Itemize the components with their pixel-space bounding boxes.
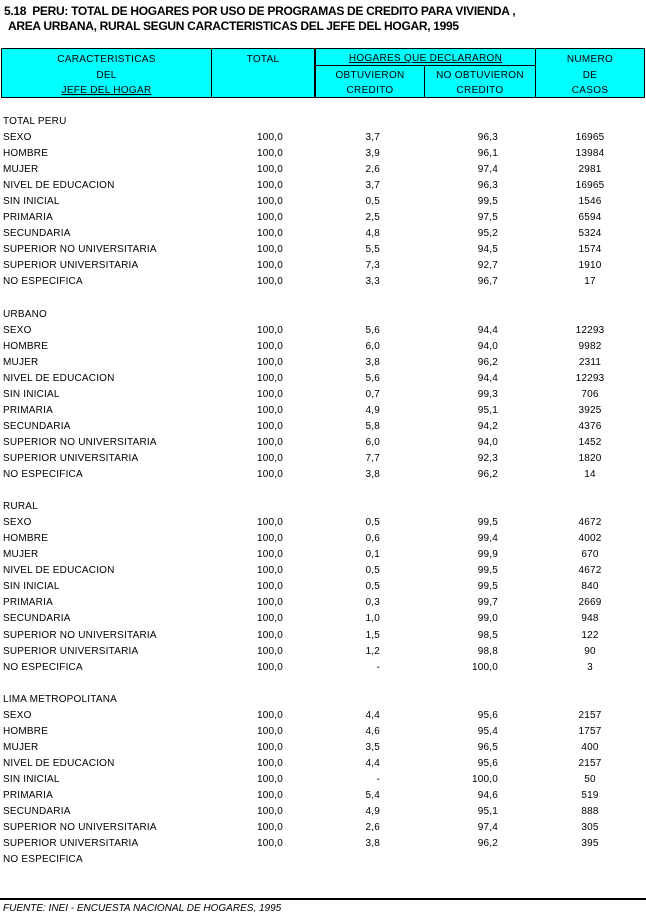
obtuvieron-value: 3,5 bbox=[365, 741, 380, 753]
no-obtuvieron-value: 100,0 bbox=[471, 661, 498, 673]
footer-rule bbox=[0, 898, 646, 900]
obtuvieron-value: 0,6 bbox=[365, 533, 380, 545]
casos-value: 4672 bbox=[578, 565, 602, 577]
row-label: SECUNDARIA bbox=[3, 228, 71, 240]
total-value: 100,0 bbox=[256, 757, 283, 769]
obtuvieron-value: 2,5 bbox=[365, 212, 380, 224]
casos-value: 13984 bbox=[575, 148, 605, 160]
row-label: SUPERIOR NO UNIVERSITARIA bbox=[3, 436, 157, 448]
obtuvieron-value: - bbox=[376, 773, 380, 785]
casos-value: 1574 bbox=[578, 244, 602, 256]
obtuvieron-value: 1,2 bbox=[365, 645, 380, 657]
casos-value: 17 bbox=[584, 276, 596, 288]
table-header bbox=[1, 48, 645, 98]
casos-value: 4376 bbox=[578, 420, 602, 432]
table-row bbox=[0, 708, 646, 724]
header-obtuvieron: OBTUVIERON bbox=[335, 70, 405, 81]
no-obtuvieron-value: 99,3 bbox=[477, 388, 498, 400]
total-value: 100,0 bbox=[256, 645, 283, 657]
obtuvieron-value: 5,4 bbox=[365, 789, 380, 801]
total-value: 100,0 bbox=[256, 420, 283, 432]
row-label: SECUNDARIA bbox=[3, 613, 71, 625]
obtuvieron-value: 1,5 bbox=[365, 629, 380, 641]
row-label: SUPERIOR UNIVERSITARIA bbox=[3, 645, 139, 657]
table-row bbox=[0, 531, 646, 547]
table-row bbox=[0, 210, 646, 226]
row-label: NIVEL DE EDUCACION bbox=[3, 180, 115, 192]
obtuvieron-value: 4,4 bbox=[365, 757, 380, 769]
row-label: NO ESPECIFICA bbox=[3, 469, 83, 481]
table-row bbox=[0, 836, 646, 852]
obtuvieron-value: 0,3 bbox=[365, 597, 380, 609]
section-spacer bbox=[0, 676, 646, 692]
total-value: 100,0 bbox=[256, 340, 283, 352]
row-label: SIN INICIAL bbox=[3, 773, 60, 785]
no-obtuvieron-value: 96,5 bbox=[477, 741, 498, 753]
total-value: 100,0 bbox=[256, 132, 283, 144]
header-de: DE bbox=[582, 70, 598, 81]
total-value: 100,0 bbox=[256, 533, 283, 545]
table-row bbox=[0, 547, 646, 563]
obtuvieron-value: 7,3 bbox=[365, 260, 380, 272]
obtuvieron-value: 3,8 bbox=[365, 469, 380, 481]
obtuvieron-value: 2,6 bbox=[365, 822, 380, 834]
row-label: SUPERIOR NO UNIVERSITARIA bbox=[3, 629, 157, 641]
row-label: SIN INICIAL bbox=[3, 581, 60, 593]
casos-value: 5324 bbox=[578, 228, 602, 240]
total-value: 100,0 bbox=[256, 789, 283, 801]
total-value: 100,0 bbox=[256, 196, 283, 208]
row-label: NO ESPECIFICA bbox=[3, 661, 83, 673]
obtuvieron-value: 0,5 bbox=[365, 565, 380, 577]
total-value: 100,0 bbox=[256, 517, 283, 529]
no-obtuvieron-value: 99,5 bbox=[477, 517, 498, 529]
total-value: 100,0 bbox=[256, 806, 283, 818]
obtuvieron-value: 1,0 bbox=[365, 613, 380, 625]
table-row bbox=[0, 611, 646, 627]
no-obtuvieron-value: 96,2 bbox=[477, 838, 498, 850]
table-body bbox=[0, 114, 646, 868]
total-value: 100,0 bbox=[256, 324, 283, 336]
no-obtuvieron-value: 95,6 bbox=[477, 757, 498, 769]
casos-value: 2157 bbox=[578, 757, 602, 769]
no-obtuvieron-value: 95,1 bbox=[477, 806, 498, 818]
total-value: 100,0 bbox=[256, 180, 283, 192]
total-value: 100,0 bbox=[256, 469, 283, 481]
table-row bbox=[0, 804, 646, 820]
total-value: 100,0 bbox=[256, 228, 283, 240]
obtuvieron-value: 6,0 bbox=[365, 436, 380, 448]
table-row bbox=[0, 323, 646, 339]
obtuvieron-value: 3,7 bbox=[365, 180, 380, 192]
header-caracteristicas: CARACTERISTICAS bbox=[57, 54, 156, 65]
section-title: URBANO bbox=[3, 308, 47, 320]
table-row bbox=[0, 371, 646, 387]
table-row bbox=[0, 242, 646, 258]
table-row bbox=[0, 419, 646, 435]
no-obtuvieron-value: 100,0 bbox=[471, 773, 498, 785]
no-obtuvieron-value: 97,4 bbox=[477, 822, 498, 834]
table-row bbox=[0, 403, 646, 419]
row-label: SECUNDARIA bbox=[3, 420, 71, 432]
casos-value: 12293 bbox=[575, 372, 605, 384]
row-label: NO ESPECIFICA bbox=[3, 276, 83, 288]
table-row bbox=[0, 772, 646, 788]
casos-value: 2981 bbox=[578, 164, 602, 176]
no-obtuvieron-value: 99,5 bbox=[477, 196, 498, 208]
table-row bbox=[0, 355, 646, 371]
casos-value: 16965 bbox=[575, 180, 605, 192]
row-label: HOMBRE bbox=[3, 340, 49, 352]
total-value: 100,0 bbox=[256, 244, 283, 256]
no-obtuvieron-value: 94,5 bbox=[477, 244, 498, 256]
casos-value: 519 bbox=[581, 789, 599, 801]
table-row bbox=[0, 756, 646, 772]
table-row bbox=[0, 387, 646, 403]
table-row bbox=[0, 274, 646, 290]
section-heading bbox=[0, 114, 646, 130]
obtuvieron-value: 0,5 bbox=[365, 581, 380, 593]
header-group-underline bbox=[315, 65, 535, 66]
no-obtuvieron-value: 94,2 bbox=[477, 420, 498, 432]
total-value: 100,0 bbox=[256, 356, 283, 368]
obtuvieron-value: 2,6 bbox=[365, 164, 380, 176]
obtuvieron-value: 5,6 bbox=[365, 324, 380, 336]
casos-value: 16965 bbox=[575, 132, 605, 144]
no-obtuvieron-value: 94,0 bbox=[477, 436, 498, 448]
obtuvieron-value: 4,6 bbox=[365, 725, 380, 737]
total-value: 100,0 bbox=[256, 565, 283, 577]
total-value: 100,0 bbox=[256, 597, 283, 609]
section-title: TOTAL PERU bbox=[3, 116, 67, 127]
table-row bbox=[0, 595, 646, 611]
casos-value: 395 bbox=[581, 838, 599, 850]
row-label: SIN INICIAL bbox=[3, 196, 60, 208]
total-value: 100,0 bbox=[256, 613, 283, 625]
no-obtuvieron-value: 95,1 bbox=[477, 404, 498, 416]
row-label: NO ESPECIFICA bbox=[3, 854, 83, 866]
table-title-line2: AREA URBANA, RURAL SEGUN CARACTERISTICAS DEL JEFE DEL HOGAR, 1995 bbox=[8, 19, 459, 33]
row-label: SUPERIOR NO UNIVERSITARIA bbox=[3, 244, 157, 256]
casos-value: 6594 bbox=[578, 212, 602, 224]
no-obtuvieron-value: 99,0 bbox=[477, 613, 498, 625]
casos-value: 706 bbox=[581, 388, 599, 400]
casos-value: 2311 bbox=[578, 356, 602, 368]
casos-value: 9982 bbox=[578, 340, 602, 352]
section-title: RURAL bbox=[3, 501, 38, 513]
section-heading bbox=[0, 499, 646, 515]
no-obtuvieron-value: 96,3 bbox=[477, 180, 498, 192]
row-label: NIVEL DE EDUCACION bbox=[3, 757, 115, 769]
total-value: 100,0 bbox=[256, 212, 283, 224]
no-obtuvieron-value: 94,0 bbox=[477, 340, 498, 352]
obtuvieron-value: 3,3 bbox=[365, 276, 380, 288]
no-obtuvieron-value: 94,4 bbox=[477, 372, 498, 384]
total-value: 100,0 bbox=[256, 725, 283, 737]
row-label: SEXO bbox=[3, 517, 32, 529]
row-label: SUPERIOR UNIVERSITARIA bbox=[3, 838, 139, 850]
section-spacer bbox=[0, 483, 646, 499]
no-obtuvieron-value: 95,6 bbox=[477, 709, 498, 721]
header-jefe-del-hogar: JEFE DEL HOGAR bbox=[61, 85, 152, 96]
total-value: 100,0 bbox=[256, 661, 283, 673]
row-label: PRIMARIA bbox=[3, 789, 53, 801]
total-value: 100,0 bbox=[256, 822, 283, 834]
casos-value: 2157 bbox=[578, 709, 602, 721]
no-obtuvieron-value: 99,7 bbox=[477, 597, 498, 609]
obtuvieron-value: - bbox=[376, 661, 380, 673]
row-label: HOMBRE bbox=[3, 533, 49, 545]
table-row bbox=[0, 146, 646, 162]
header-casos: CASOS bbox=[571, 85, 609, 96]
no-obtuvieron-value: 96,3 bbox=[477, 132, 498, 144]
header-no-obtuvieron: NO OBTUVIERON bbox=[436, 70, 524, 81]
row-label: HOMBRE bbox=[3, 725, 49, 737]
table-title-line1: 5.18 PERU: TOTAL DE HOGARES POR USO DE PROGRAMAS DE CREDITO PARA VIVIENDA , bbox=[4, 4, 516, 18]
section-heading bbox=[0, 692, 646, 708]
no-obtuvieron-value: 97,5 bbox=[477, 212, 498, 224]
no-obtuvieron-value: 99,5 bbox=[477, 565, 498, 577]
table-row bbox=[0, 194, 646, 210]
table-row bbox=[0, 788, 646, 804]
no-obtuvieron-value: 98,5 bbox=[477, 629, 498, 641]
obtuvieron-value: 3,9 bbox=[365, 148, 380, 160]
total-value: 100,0 bbox=[256, 372, 283, 384]
table-row bbox=[0, 467, 646, 483]
row-label: SUPERIOR NO UNIVERSITARIA bbox=[3, 822, 157, 834]
no-obtuvieron-value: 97,4 bbox=[477, 164, 498, 176]
header-total: TOTAL bbox=[246, 54, 280, 65]
casos-value: 948 bbox=[581, 613, 599, 625]
no-obtuvieron-value: 99,9 bbox=[477, 549, 498, 561]
casos-value: 14 bbox=[584, 469, 596, 481]
header-obtuvieron-credito: CREDITO bbox=[346, 85, 394, 96]
casos-value: 90 bbox=[584, 645, 596, 657]
table-row bbox=[0, 451, 646, 467]
row-label: MUJER bbox=[3, 164, 39, 176]
row-label: NIVEL DE EDUCACION bbox=[3, 372, 115, 384]
casos-value: 1757 bbox=[578, 725, 602, 737]
section-title: LIMA METROPOLITANA bbox=[3, 693, 117, 705]
table-row bbox=[0, 339, 646, 355]
obtuvieron-value: 0,1 bbox=[365, 549, 380, 561]
row-label: SECUNDARIA bbox=[3, 806, 71, 818]
total-value: 100,0 bbox=[256, 260, 283, 272]
header-no-obtuvieron-credito: CREDITO bbox=[456, 85, 504, 96]
table-row bbox=[0, 644, 646, 660]
obtuvieron-value: 0,7 bbox=[365, 388, 380, 400]
obtuvieron-value: 3,8 bbox=[365, 838, 380, 850]
obtuvieron-value: 0,5 bbox=[365, 196, 380, 208]
no-obtuvieron-value: 94,6 bbox=[477, 789, 498, 801]
row-label: NIVEL DE EDUCACION bbox=[3, 565, 115, 577]
table-row bbox=[0, 515, 646, 531]
casos-value: 1452 bbox=[578, 436, 602, 448]
obtuvieron-value: 5,8 bbox=[365, 420, 380, 432]
table-row bbox=[0, 563, 646, 579]
row-label: MUJER bbox=[3, 549, 39, 561]
casos-value: 840 bbox=[581, 581, 599, 593]
row-label: SEXO bbox=[3, 132, 32, 144]
total-value: 100,0 bbox=[256, 709, 283, 721]
obtuvieron-value: 0,5 bbox=[365, 517, 380, 529]
row-label: PRIMARIA bbox=[3, 212, 53, 224]
obtuvieron-value: 7,7 bbox=[365, 452, 380, 464]
row-label: SEXO bbox=[3, 709, 32, 721]
total-value: 100,0 bbox=[256, 164, 283, 176]
table-row bbox=[0, 820, 646, 836]
casos-value: 3 bbox=[587, 661, 593, 673]
row-label: SEXO bbox=[3, 324, 32, 336]
obtuvieron-value: 5,5 bbox=[365, 244, 380, 256]
total-value: 100,0 bbox=[256, 388, 283, 400]
row-label: PRIMARIA bbox=[3, 597, 53, 609]
casos-value: 888 bbox=[581, 806, 599, 818]
casos-value: 12293 bbox=[575, 324, 605, 336]
section-spacer bbox=[0, 291, 646, 307]
table-row bbox=[0, 579, 646, 595]
no-obtuvieron-value: 94,4 bbox=[477, 324, 498, 336]
no-obtuvieron-value: 92,7 bbox=[477, 260, 498, 272]
total-value: 100,0 bbox=[256, 404, 283, 416]
obtuvieron-value: 4,4 bbox=[365, 709, 380, 721]
casos-value: 400 bbox=[581, 741, 599, 753]
table-row bbox=[0, 740, 646, 756]
table-row bbox=[0, 178, 646, 194]
total-value: 100,0 bbox=[256, 581, 283, 593]
row-label: MUJER bbox=[3, 741, 39, 753]
casos-value: 4002 bbox=[578, 533, 602, 545]
total-value: 100,0 bbox=[256, 629, 283, 641]
row-label: SUPERIOR UNIVERSITARIA bbox=[3, 260, 139, 272]
row-label: SUPERIOR UNIVERSITARIA bbox=[3, 452, 139, 464]
table-row bbox=[0, 130, 646, 146]
table-row bbox=[0, 226, 646, 242]
no-obtuvieron-value: 92,3 bbox=[477, 452, 498, 464]
obtuvieron-value: 4,9 bbox=[365, 404, 380, 416]
no-obtuvieron-value: 96,2 bbox=[477, 469, 498, 481]
row-label: PRIMARIA bbox=[3, 404, 53, 416]
total-value: 100,0 bbox=[256, 276, 283, 288]
row-label: HOMBRE bbox=[3, 148, 49, 160]
table-row bbox=[0, 852, 646, 868]
no-obtuvieron-value: 95,4 bbox=[477, 725, 498, 737]
casos-value: 50 bbox=[584, 773, 596, 785]
total-value: 100,0 bbox=[256, 773, 283, 785]
casos-value: 1546 bbox=[578, 196, 602, 208]
table-row bbox=[0, 258, 646, 274]
no-obtuvieron-value: 99,4 bbox=[477, 533, 498, 545]
casos-value: 1820 bbox=[578, 452, 602, 464]
no-obtuvieron-value: 96,1 bbox=[477, 148, 498, 160]
total-value: 100,0 bbox=[256, 148, 283, 160]
row-label: MUJER bbox=[3, 356, 39, 368]
no-obtuvieron-value: 99,5 bbox=[477, 581, 498, 593]
total-value: 100,0 bbox=[256, 741, 283, 753]
header-hogares-que-declararon: HOGARES QUE DECLARARON bbox=[348, 53, 503, 64]
no-obtuvieron-value: 98,8 bbox=[477, 645, 498, 657]
obtuvieron-value: 4,9 bbox=[365, 806, 380, 818]
total-value: 100,0 bbox=[256, 549, 283, 561]
table-row bbox=[0, 435, 646, 451]
no-obtuvieron-value: 95,2 bbox=[477, 228, 498, 240]
casos-value: 122 bbox=[581, 629, 599, 641]
casos-value: 2669 bbox=[578, 597, 602, 609]
table-row bbox=[0, 660, 646, 676]
table-row bbox=[0, 162, 646, 178]
total-value: 100,0 bbox=[256, 452, 283, 464]
table-row bbox=[0, 724, 646, 740]
casos-value: 4672 bbox=[578, 517, 602, 529]
casos-value: 670 bbox=[581, 549, 599, 561]
obtuvieron-value: 3,7 bbox=[365, 132, 380, 144]
row-label: SIN INICIAL bbox=[3, 388, 60, 400]
casos-value: 1910 bbox=[578, 260, 602, 272]
obtuvieron-value: 6,0 bbox=[365, 340, 380, 352]
obtuvieron-value: 4,8 bbox=[365, 228, 380, 240]
obtuvieron-value: 5,6 bbox=[365, 372, 380, 384]
casos-value: 305 bbox=[581, 822, 599, 834]
section-heading bbox=[0, 307, 646, 323]
casos-value: 3925 bbox=[578, 404, 602, 416]
obtuvieron-value: 3,8 bbox=[365, 356, 380, 368]
header-numero: NUMERO bbox=[566, 54, 614, 65]
total-value: 100,0 bbox=[256, 436, 283, 448]
header-del: DEL bbox=[96, 70, 117, 81]
table-row bbox=[0, 628, 646, 644]
source-note: FUENTE: INEI - ENCUESTA NACIONAL DE HOGARES, 1995 bbox=[3, 903, 282, 914]
no-obtuvieron-value: 96,2 bbox=[477, 356, 498, 368]
no-obtuvieron-value: 96,7 bbox=[477, 276, 498, 288]
total-value: 100,0 bbox=[256, 838, 283, 850]
